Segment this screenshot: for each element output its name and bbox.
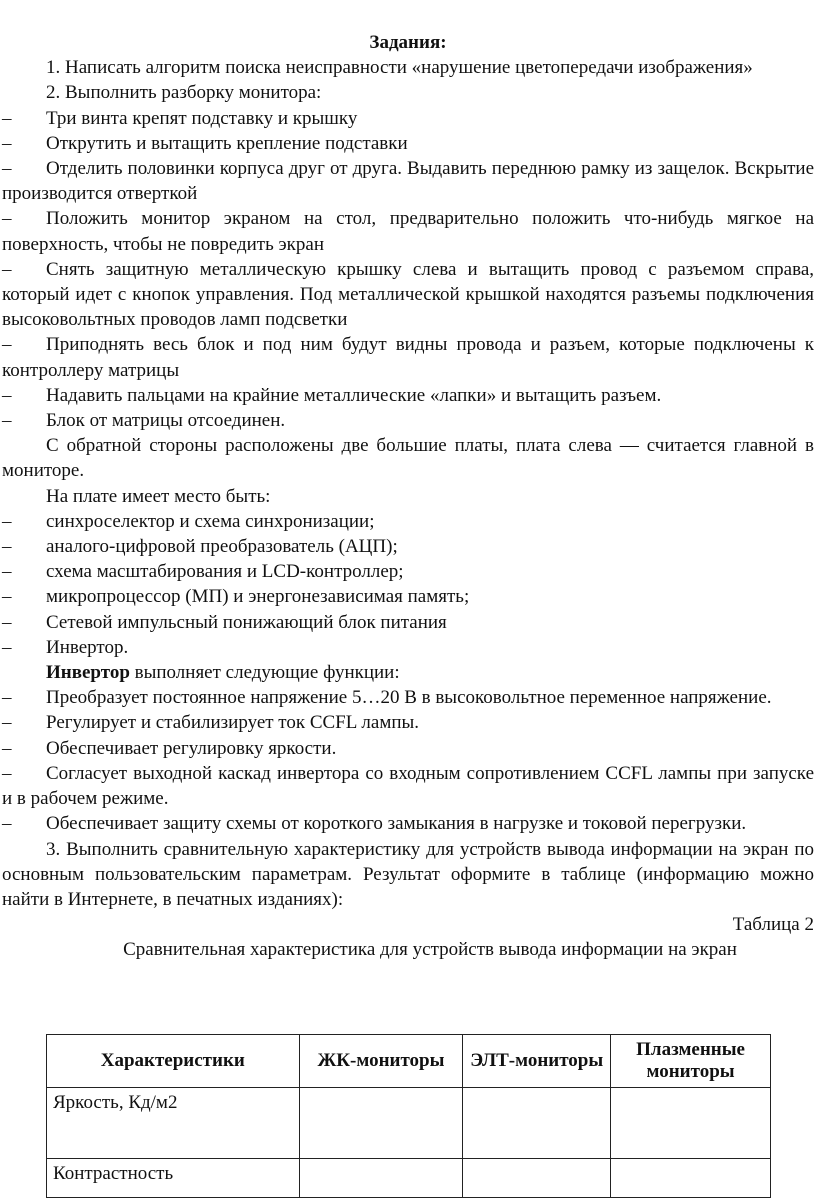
- inverter-intro: [0, 660, 816, 685]
- dash-marker: –: [2, 334, 12, 356]
- list-item-text: аналого-цифровой преобразователь (АЦП);: [46, 536, 398, 558]
- comparison-table: [46, 1034, 771, 1198]
- inverter-intro-text: выполняет следующие функции:: [129, 662, 400, 684]
- list-item-text: Открутить и вытащить крепление подставки: [46, 132, 408, 154]
- list-item: [0, 635, 816, 660]
- list-item: [0, 584, 816, 609]
- list-item-text: синхроселектор и схема синхронизации;: [46, 510, 375, 532]
- table-cell: [463, 1088, 611, 1159]
- dash-marker: –: [2, 636, 12, 658]
- dash-marker: –: [2, 687, 12, 709]
- list-item-text: Согласует выходной каскад инвертора со входным сопротивлением CCFL лампы при запуске и в рабочем режиме.: [2, 762, 814, 810]
- list-item-text: Отделить половинки корпуса друг от друга. Выдавить переднюю рамку из защелок. Вскрытие производится отверткой: [2, 158, 814, 205]
- list-item: [0, 811, 816, 836]
- dash-marker: –: [2, 132, 12, 154]
- list-item-text: Преобразует постоянное напряжение 5…20 В в высоковольтное переменное напряжение.: [46, 687, 772, 709]
- list-item-text: Положить монитор экраном на стол, предварительно положить что-нибудь мягкое на поверхность, чтобы не повредить экран: [2, 208, 814, 255]
- dash-marker: –: [2, 158, 12, 180]
- inverter-term: Инвертор: [46, 662, 130, 684]
- list-item-text: Инвертор.: [46, 636, 129, 658]
- list-item-text: Три винта крепят подставку и крышку: [46, 107, 358, 129]
- list-item-text: Обеспечивает защиту схемы от короткого замыкания в нагрузке и токовой перегрузки.: [46, 813, 747, 835]
- list-item-text: Снять защитную металлическую крышку слева и вытащить провод с разъемом справа, который идет с кнопок управления. Под металлической крышкой находятся разъемы подключения высоковольтных проводов ламп подсветки: [2, 258, 814, 331]
- task-1: 1. Написать алгоритм поиска неисправности «нарушение цветопередачи изображения»: [46, 57, 753, 79]
- list-item-text: Надавить пальцами на крайние металлические «лапки» и вытащить разъем.: [46, 384, 662, 406]
- dash-marker: –: [2, 762, 12, 784]
- inverter-functions-list: [0, 685, 816, 836]
- table-cell: Яркость, Кд/м2: [47, 1088, 300, 1159]
- list-item: [0, 761, 816, 811]
- dash-marker: –: [2, 536, 12, 558]
- list-item-text: Обеспечивает регулировку яркости.: [46, 737, 337, 759]
- list-item-text: схема масштабирования и LCD-контроллер;: [46, 561, 404, 583]
- dash-marker: –: [2, 410, 12, 432]
- list-item: [0, 131, 816, 156]
- table-cell: Контрастность: [47, 1159, 300, 1198]
- table-header-cell: Характеристики: [47, 1035, 300, 1088]
- dash-marker: –: [2, 384, 12, 406]
- list-item: [0, 736, 816, 761]
- table-header-cell: Плазменные мониторы: [611, 1035, 771, 1088]
- list-item: [0, 206, 816, 256]
- dash-marker: –: [2, 107, 12, 129]
- document-page: [0, 30, 816, 963]
- table-header-cell: ЭЛТ-мониторы: [463, 1035, 611, 1088]
- dash-marker: –: [2, 611, 12, 633]
- list-item-text: Сетевой импульсный понижающий блок питания: [46, 611, 447, 633]
- board-components-list: [0, 509, 816, 660]
- table-cell: [611, 1159, 771, 1198]
- table-header-row: [47, 1035, 771, 1088]
- dash-marker: –: [2, 737, 12, 759]
- table-cell: [299, 1088, 463, 1159]
- list-item-text: микропроцессор (МП) и энергонезависимая память;: [46, 586, 470, 608]
- page-title: Задания:: [369, 32, 447, 53]
- table-row: [47, 1088, 771, 1159]
- list-item-text: Приподнять весь блок и под ним будут видны провода и разъем, которые подключены к контроллеру матрицы: [2, 334, 814, 381]
- dash-marker: –: [2, 712, 12, 734]
- task-2: 2. Выполнить разборку монитора:: [46, 82, 322, 104]
- table-cell: [299, 1159, 463, 1198]
- task-3: 3. Выполнить сравнительную характеристику для устройств вывода информации на экран по основным пользовательским параметрам. Результат оформите в таблице (информацию можно найти в Интернете, в печатных изданиях):: [2, 838, 814, 910]
- table-caption: Сравнительная характеристика для устройств вывода информации на экран: [123, 939, 737, 961]
- disassembly-steps-list: [0, 106, 816, 434]
- list-item: [0, 534, 816, 559]
- table-cell: [463, 1159, 611, 1198]
- table-cell: [611, 1088, 771, 1159]
- list-item: [0, 332, 816, 382]
- list-item-text: Блок от матрицы отсоединен.: [46, 410, 286, 432]
- list-item: [0, 710, 816, 735]
- back-side-paragraph: С обратной стороны расположены две большие платы, плата слева — считается главной в мониторе.: [2, 435, 814, 482]
- dash-marker: –: [2, 510, 12, 532]
- list-item: [0, 559, 816, 584]
- dash-marker: –: [2, 586, 12, 608]
- list-item: [0, 509, 816, 534]
- list-item: [0, 257, 816, 333]
- dash-marker: –: [2, 258, 12, 280]
- table-row: [47, 1159, 771, 1198]
- list-item: [0, 383, 816, 408]
- list-item: [0, 408, 816, 433]
- dash-marker: –: [2, 813, 12, 835]
- table-header-cell: ЖК-мониторы: [299, 1035, 463, 1088]
- list-item: [0, 106, 816, 131]
- list-item: [0, 685, 816, 710]
- board-intro: На плате имеет место быть:: [46, 485, 271, 507]
- dash-marker: –: [2, 561, 12, 583]
- table-number: Таблица 2: [732, 914, 814, 936]
- list-item: [0, 156, 816, 206]
- dash-marker: –: [2, 208, 12, 230]
- list-item-text: Регулирует и стабилизирует ток CCFL лампы.: [46, 712, 420, 734]
- list-item: [0, 610, 816, 635]
